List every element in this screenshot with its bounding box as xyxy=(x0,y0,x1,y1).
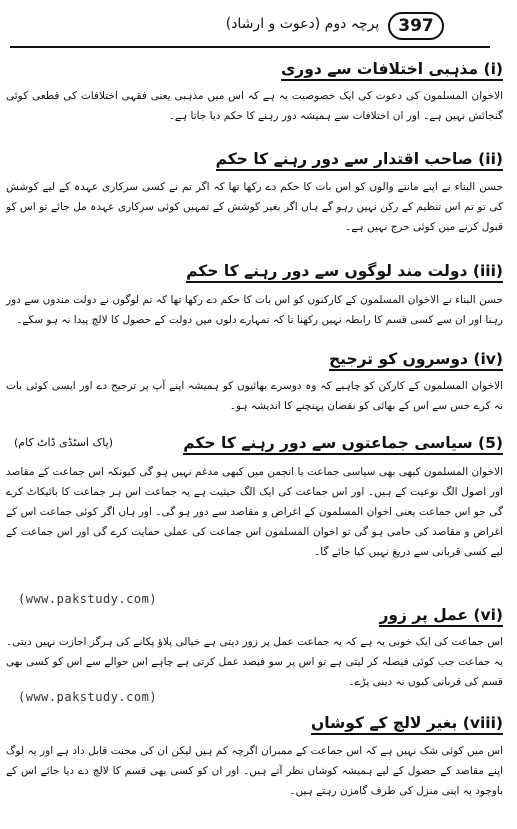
section-text-iii: حسن البناء نے الاخوان المسلمون کے کارکنوں کو اس بات کا حکم دے رکھا تھا کہ تم لوگوں نے دولت مندوں سے دور رہنا اور ان سے کسی قسم کا رابطہ نہیں رکھنا تا کہ تمہارے دلوں میں دولت کے حصول کا لالچ پیدا نہ ہو سکے۔ xyxy=(6,294,503,326)
page-header xyxy=(0,8,517,42)
section-text-5: الاخوان المسلمون کبھی بھی سیاسی جماعت یا انجمن میں کبھی مدغم نہیں ہو گی کیونکہ اس جماعت کے مقاصد اور اصول الگ نوعیت کے ہیں۔ اور اس جماعت کی ایک الگ حیثیت ہے یہ جماعت اس ہر جماعت کا بائیکاٹ کرے گی جو اس جماعت یعنی اخوان المسلمون کے اغراض و مقاصد سے دور ہو گی۔ اور ہاں اگر کوئی جماعت اس کے اغراض و مقاصد کی حامی ہو گی تو اخوان المسلمون اس جماعت کی عملی حمایت کرے گی اور اس جماعت کے لیے کسی قربانی سے دریغ نہیں کیا جائے گا۔ xyxy=(6,466,503,558)
section-heading-viii: (viii) بغیر لالچ کے کوشاں xyxy=(311,714,503,735)
section-heading-5: (5) سیاسی جماعتوں سے دور رہنے کا حکم xyxy=(183,434,503,455)
section-text-ii: حسن البناء نے اپنے ماننے والوں کو اس بات کا حکم دے رکھا تھا کہ اگر تم نے کسی سرکاری عہدہ کے لیے کوشش کی تو تم اس تنظیم کے رکن نہیں رہو گے ہاں اگر بغیر کوشش کے تمہیں کوئی سرکاری عہدہ مل جائے تو اس کو قبول کرنے میں کوئی حرج نہیں ہے۔ xyxy=(6,181,503,233)
section-text-vi: اس جماعت کی ایک خوبی یہ ہے کہ یہ جماعت عمل پر زور دیتی ہے خیالی پلاؤ پکانے کی ہرگز اجازت نہیں دیتی۔ یہ جماعت جب کوئی فیصلہ کر لیتی ہے تو اس پر سو فیصد عمل کرتی ہے چاہے اس حوالے سے اس کو کسی بھی قسم کی قربانی کیوں نہ دینی پڑے۔ xyxy=(6,636,503,688)
section-heading-iv: (iv) دوسروں کو ترجیح xyxy=(329,350,503,371)
header-divider xyxy=(10,46,490,48)
section-text-iv: الاخوان المسلمون کے کارکن کو چاہیے کہ وہ دوسرے بھائیوں کو ہمیشہ اپنے آپ پر ترجیح دے اور ایسی کوئی بات نہ کرے جس سے اس کے بھائی کو نقصان پہنچنے کا اندیشہ ہو۔ xyxy=(6,380,503,412)
page-number: 397 xyxy=(388,12,444,40)
section-text-viii: اس میں کوئی شک نہیں ہے کہ اس جماعت کے ممبران اگرچہ کم ہیں لیکن ان کی محنت قابل داد ہے اور یہ لوگ اپنے مقاصد کے حصول کے لیے ہمیشہ کوشاں نظر آتے ہیں۔ اور ان کو کسی بھی قسم کا لالچ دے دیا جائے اس کے باوجود یہ اپنی منزل کی طرف گامزن رہتے ہیں۔ xyxy=(6,745,503,797)
section-heading-ii: (ii) صاحب اقتدار سے دور رہنے کا حکم xyxy=(216,150,503,171)
section-heading-i: (i) مذہبی اختلافات سے دوری xyxy=(281,60,503,81)
watermark-url: (www.pakstudy.com) xyxy=(18,592,158,606)
running-title: پرچہ دوم (دعوت و ارشاد) xyxy=(225,16,380,32)
section-text-i: الاخوان المسلمون کی دعوت کی ایک خصوصیت یہ ہے کہ اس میں مذہبی یعنی فقہی اختلافات کی قطعی کوئی گنجائش نہیں ہے۔ اور ان اختلافات سے ہمیشہ دور رہنے کا حکم دیا جاتا ہے۔ xyxy=(6,90,503,122)
watermark-url: (www.pakstudy.com) xyxy=(18,690,158,704)
site-badge: (پاک اسٹڈی ڈاٹ کام) xyxy=(14,436,114,449)
section-heading-iii: (iii) دولت مند لوگوں سے دور رہنے کا حکم xyxy=(186,262,503,283)
section-heading-vi: (vi) عمل پر زور xyxy=(379,606,503,627)
